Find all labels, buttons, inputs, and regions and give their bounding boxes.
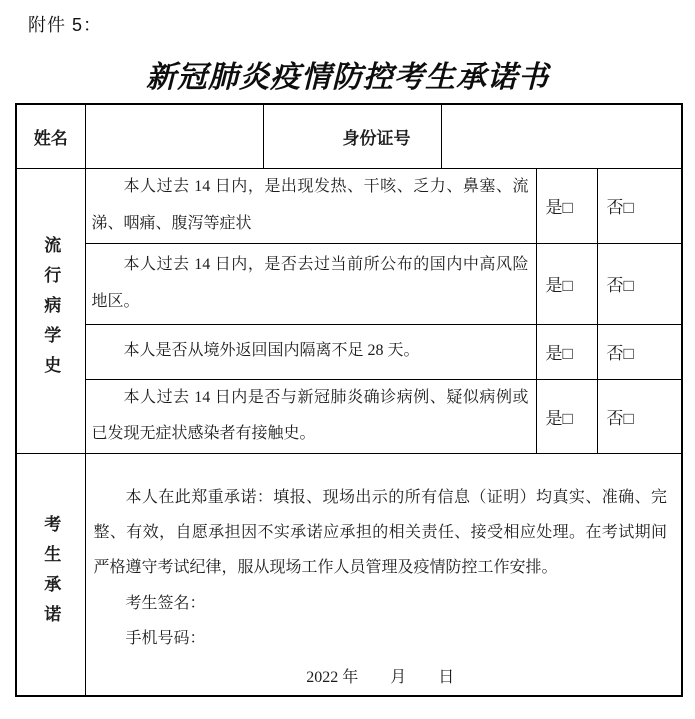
candidate-commitment-header-cell: [16, 454, 85, 697]
question-4-yes-checkbox[interactable]: 是□: [536, 379, 597, 454]
phone-number-field[interactable]: 手机号码：: [125, 629, 206, 647]
epidemiological-history-header-cell: [16, 168, 85, 454]
question-3-no-checkbox[interactable]: 否□: [597, 324, 682, 379]
question-row-1: [16, 168, 682, 243]
commitment-content-cell: [85, 454, 682, 697]
id-number-input-cell[interactable]: [441, 104, 682, 168]
question-2-yes-checkbox[interactable]: 是□: [536, 243, 597, 324]
commitment-paragraph: 本人在此郑重承诺：填报、现场出示的所有信息（证明）均真实、准确、完整、有效，自愿承担因不实承诺应承担的相关责任、接受相应处理。在考试期间严格遵守考试纪律，服从现场工作人员管理及疫情防控工作安排。: [93, 489, 668, 577]
question-2-no-checkbox[interactable]: 否□: [597, 243, 682, 324]
commitment-row: [16, 454, 682, 697]
question-4-no-checkbox[interactable]: 否□: [597, 379, 682, 454]
signature-field[interactable]: 考生签名：: [125, 594, 206, 612]
epidemiological-history-label: 流行病学史: [41, 235, 61, 386]
name-id-row: [16, 104, 682, 168]
question-row-4: [16, 379, 682, 454]
candidate-commitment-label: 考生承诺: [41, 514, 61, 635]
page-title: 新冠肺炎疫情防控考生承诺书: [146, 61, 549, 94]
name-label: 姓名: [16, 104, 85, 168]
question-row-2: [16, 243, 682, 324]
commitment-form-table: [15, 103, 683, 697]
question-1-no-checkbox[interactable]: 否□: [597, 168, 682, 243]
question-row-3: [16, 324, 682, 379]
question-3-text: 本人是否从境外返回国内隔离不足 28 天。: [85, 324, 536, 379]
question-1-yes-checkbox[interactable]: 是□: [536, 168, 597, 243]
question-1-text: 本人过去 14 日内，是出现发热、干咳、乏力、鼻塞、流涕、咽痛、腹泻等症状: [85, 168, 536, 243]
attachment-label: 附件 5：: [28, 15, 103, 35]
question-2-text: 本人过去 14 日内，是否去过当前所公布的国内中高风险地区。: [85, 243, 536, 324]
id-number-label: 身份证号: [263, 104, 441, 168]
date-field[interactable]: 2022 年 月 日: [306, 669, 455, 687]
question-3-yes-checkbox[interactable]: 是□: [536, 324, 597, 379]
question-4-text: 本人过去 14 日内是否与新冠肺炎确诊病例、疑似病例或已发现无症状感染者有接触史。: [85, 379, 536, 454]
name-input-cell[interactable]: [85, 104, 263, 168]
